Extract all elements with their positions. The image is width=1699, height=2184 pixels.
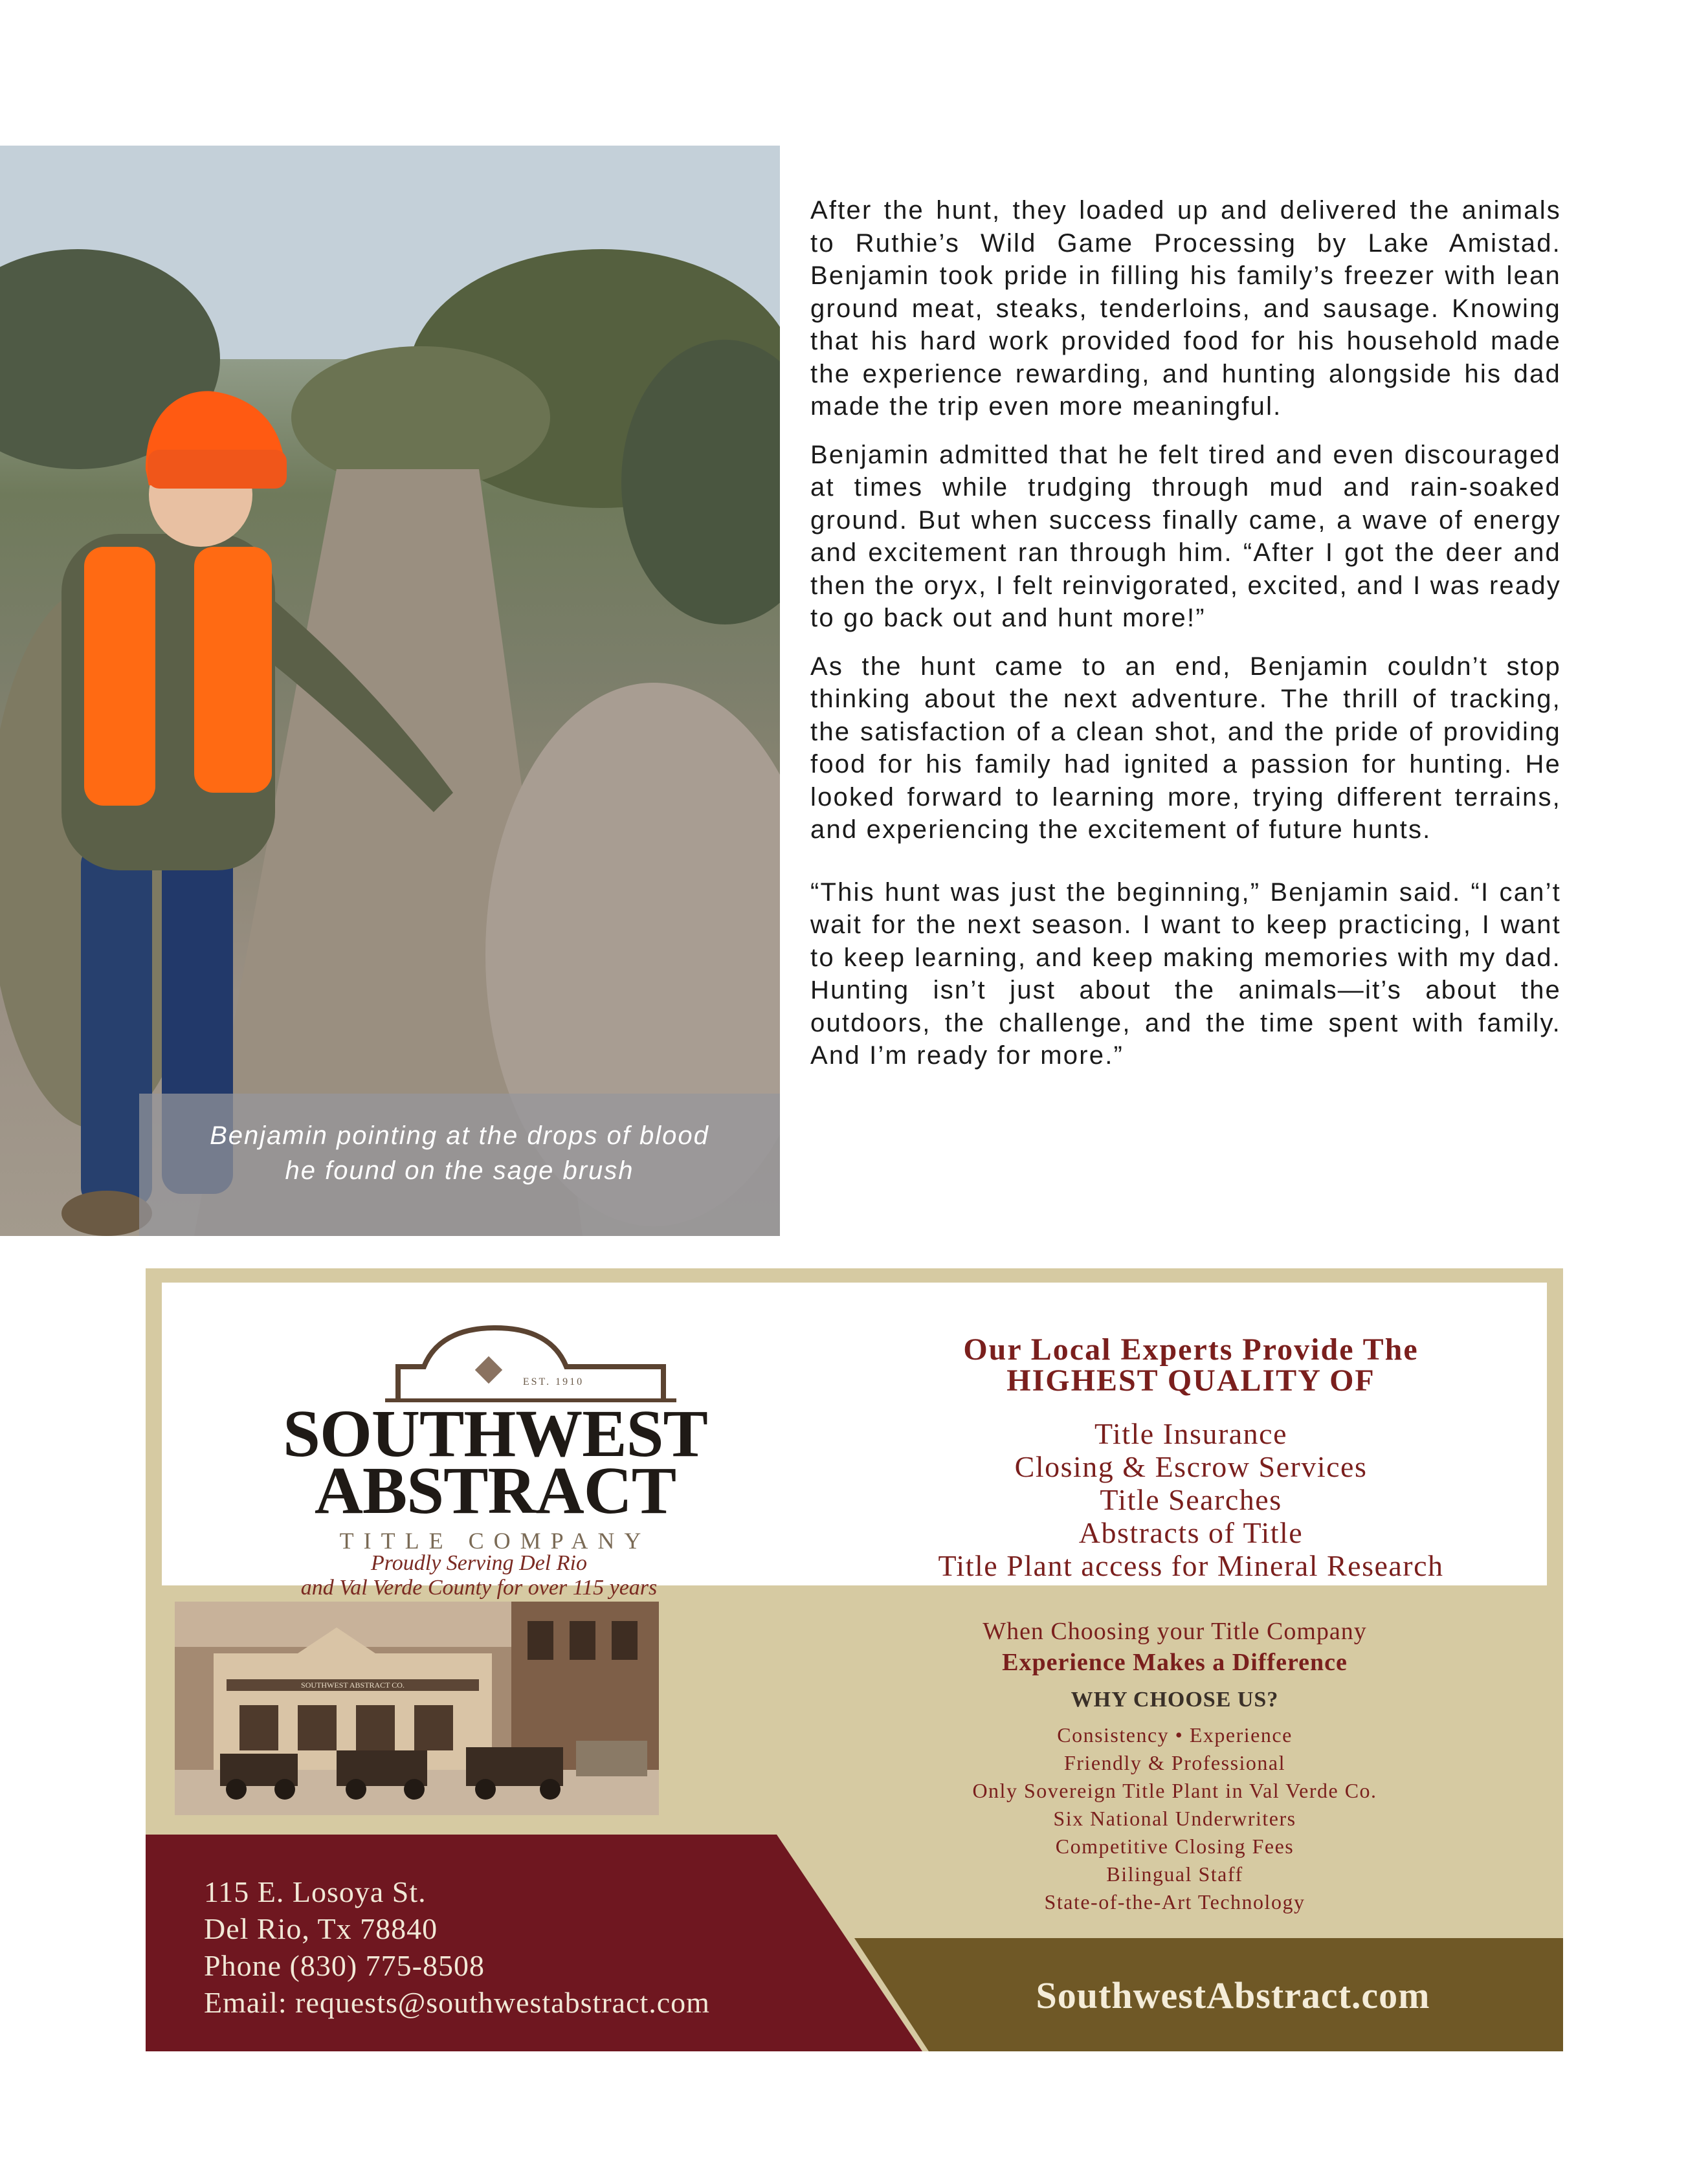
- photo-scene: [0, 146, 780, 1236]
- services-list: [841, 1417, 1540, 1582]
- reason-item: Consistency • Experience: [1057, 1723, 1293, 1747]
- contact-info: [204, 1873, 710, 2021]
- phone-number: Phone (830) 775-8508: [204, 1949, 485, 1982]
- hunting-photo: [0, 146, 780, 1236]
- serving-line-1: Proudly Serving Del Rio: [371, 1551, 587, 1575]
- article-paragraph: As the hunt came to an end, Benjamin couldn’t stop thinking about the next adventure. The thrill of tracking, the satisfaction of a clean shot, and the pride of providing food for his family had ignited a passion for hunting. He looked forward to learning more, trying different terrains, and experiencing the excitement of future hunts.: [810, 652, 1561, 844]
- reason-item: Friendly & Professional: [1063, 1751, 1286, 1774]
- choose-line-1: When Choosing your Title Company: [983, 1618, 1367, 1645]
- reason-item: Only Sovereign Title Plant in Val Verde Co.: [972, 1779, 1377, 1802]
- service-item: Closing & Escrow Services: [1014, 1450, 1368, 1483]
- email-address: Email: requests@southwestabstract.com: [204, 1986, 710, 2019]
- building-sign: SOUTHWEST ABSTRACT CO.: [301, 1681, 405, 1690]
- headline-line-1: Our Local Experts Provide The: [963, 1332, 1419, 1367]
- reason-item: Bilingual Staff: [1106, 1862, 1243, 1886]
- southwest-abstract-ad: [146, 1268, 1563, 2051]
- serving-tagline: [246, 1551, 712, 1600]
- company-logo: [275, 1321, 715, 1554]
- article-paragraph: After the hunt, they loaded up and delivered the animals to Ruthie’s Wild Game Processing by Lake Amistad. Benjamin took pride in filling his family’s freezer with lean ground meat, steaks, tenderloins, and sausage. Knowing that his hard work provided food for his household made the experience rewarding, and hunting alongside his dad made the trip even more meaningful.: [810, 196, 1561, 421]
- ad-top-panel: [162, 1283, 1547, 1600]
- website-link[interactable]: SouthwestAbstract.com: [1036, 1974, 1430, 2016]
- logo-established: EST. 1910: [522, 1376, 584, 1387]
- headline-line-2: HIGHEST QUALITY OF: [1006, 1363, 1375, 1398]
- caption-line-1: Benjamin pointing at the drops of blood: [210, 1121, 709, 1150]
- historic-building-photo: [175, 1602, 659, 1815]
- logo-wordmark: [275, 1396, 715, 1528]
- choose-line-2: Experience Makes a Difference: [1002, 1649, 1348, 1676]
- article-body: [810, 194, 1561, 1088]
- reason-item: Competitive Closing Fees: [1055, 1835, 1294, 1858]
- caption-line-2: he found on the sage brush: [285, 1156, 634, 1185]
- photo-caption: [139, 1118, 780, 1188]
- article-paragraph: “This hunt was just the beginning,” Benjamin said. “I can’t wait for the next season. I want to keep practicing, I want to keep learning, and keep making memories with my dad. Hunting isn’t just about the animals—it’s about the outdoors, the challenge, and the time spent with family. And I’m ready for more.”: [810, 877, 1561, 1070]
- building-illustration: [175, 1602, 659, 1815]
- ad-headline: [861, 1334, 1521, 1396]
- service-item: Title Insurance: [1094, 1417, 1288, 1450]
- service-item: Title Searches: [1100, 1483, 1282, 1516]
- why-choose-heading: WHY CHOOSE US?: [1071, 1688, 1279, 1712]
- reason-item: State-of-the-Art Technology: [1044, 1890, 1305, 1914]
- serving-line-2: and Val Verde County for over 115 years: [300, 1576, 658, 1600]
- service-item: Abstracts of Title: [1078, 1516, 1304, 1549]
- service-item: Title Plant access for Mineral Research: [938, 1549, 1444, 1582]
- address-line-1: 115 E. Losoya St.: [204, 1875, 427, 1908]
- logo-subtitle: TITLE COMPANY: [339, 1528, 651, 1554]
- reason-item: Six National Underwriters: [1053, 1807, 1296, 1830]
- logo-line-1: SOUTHWEST: [283, 1396, 707, 1471]
- logo-line-2: ABSTRACT: [314, 1453, 676, 1528]
- article-paragraph: Benjamin admitted that he felt tired and even discouraged at times while trudging through mud and rain-soaked ground. But when success finally came, a wave of energy and excitement ran through him. “After I got the deer and then the oryx, I felt reinvigorated, excited, and I was ready to go back out and hunt more!”: [810, 440, 1561, 632]
- address-line-2: Del Rio, Tx 78840: [204, 1912, 438, 1945]
